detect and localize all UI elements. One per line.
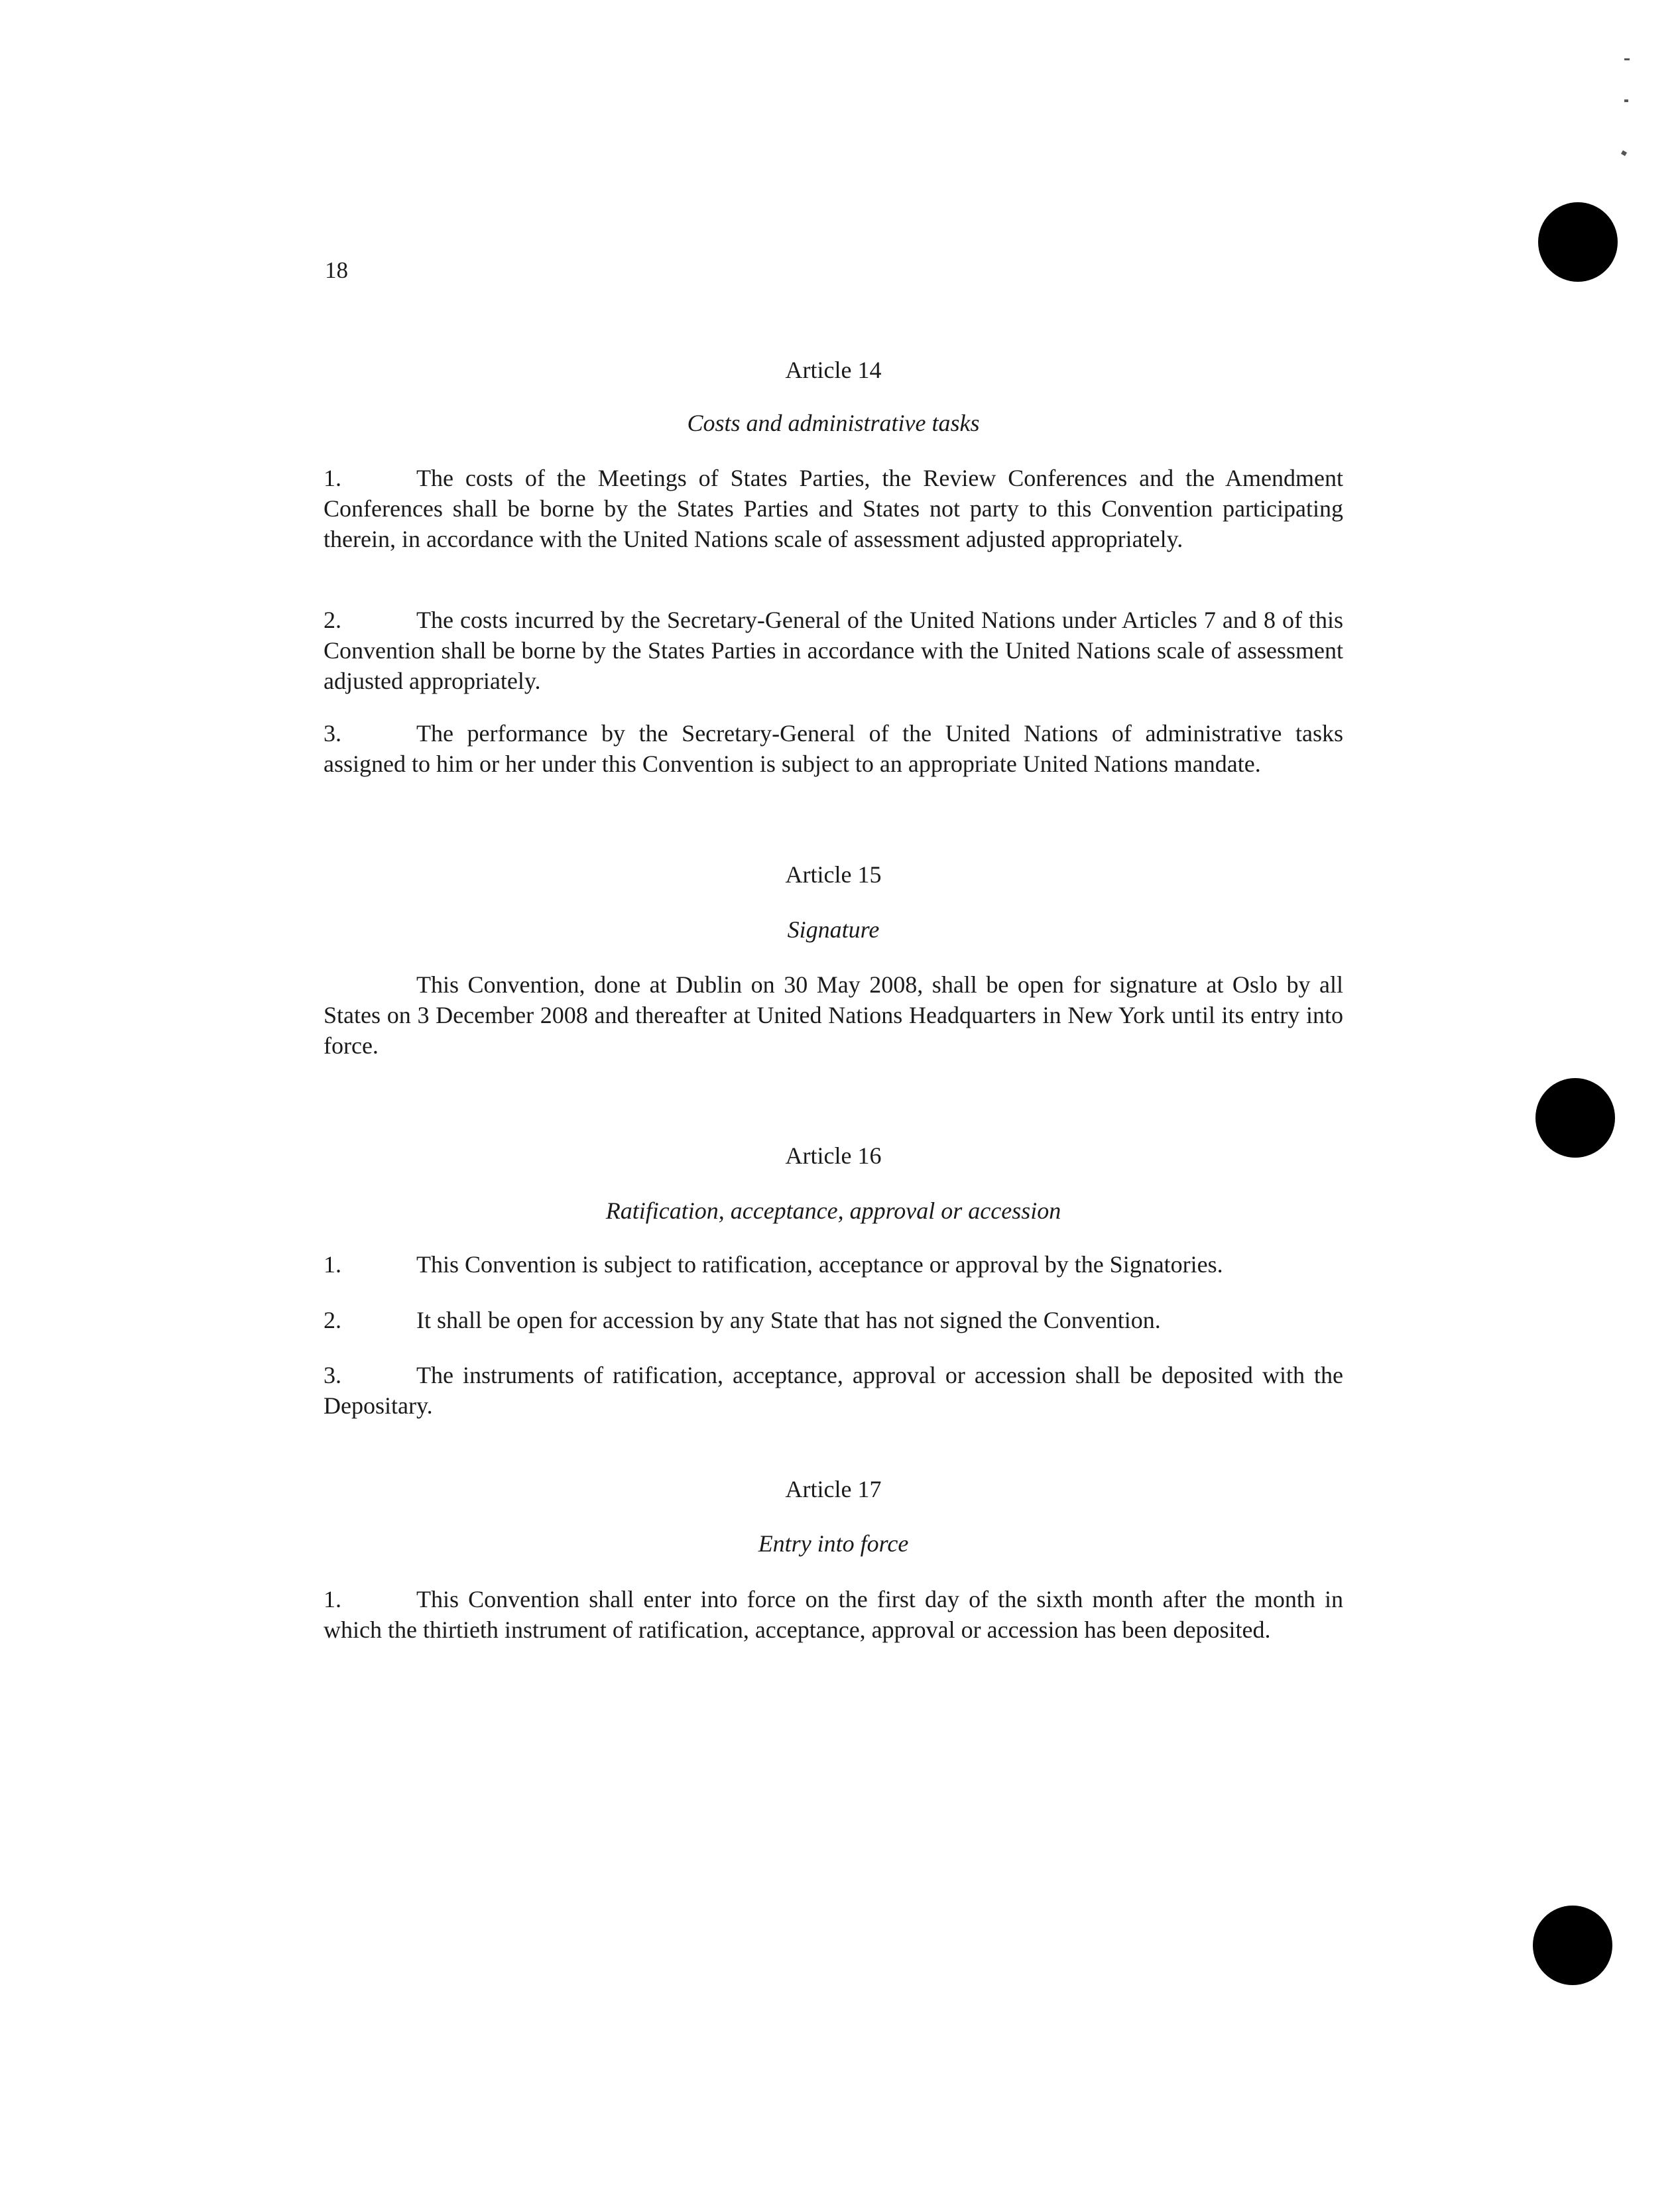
punch-hole [1538, 202, 1618, 282]
article-16-paragraph-3 [324, 1360, 1343, 1421]
page-number: 18 [325, 257, 348, 283]
paragraph-number: 2. [324, 1307, 341, 1333]
paragraph-number: 3. [324, 720, 341, 747]
paragraph-text: This Convention shall enter into force on the first day of the sixth month after the month in which the thirtieth instrument of ratification, acceptance, approval or accession has been deposited. [324, 1586, 1343, 1643]
scan-mark [1621, 151, 1627, 156]
article-17-title: Entry into force [758, 1530, 909, 1557]
paragraph-text: The costs of the Meetings of States Parties, the Review Conferences and the Amendment Conferences shall be borne by the States Parties and States not party to this Convention participating therein, in accordance with the United Nations scale of assessment adjusted appropriately. [324, 465, 1343, 552]
paragraph-number: 3. [324, 1362, 341, 1388]
article-17-heading: Article 17 [785, 1476, 882, 1502]
paragraph-number: 1. [324, 1251, 341, 1278]
article-15-title: Signature [787, 916, 880, 943]
paragraph-number: 2. [324, 607, 341, 633]
paragraph-number: 1. [324, 1586, 341, 1612]
article-14-paragraph-1 [324, 463, 1343, 554]
article-14-heading: Article 14 [785, 357, 882, 383]
paragraph-text: The costs incurred by the Secretary-General of the United Nations under Articles 7 and 8 of this Convention shall be borne by the States Parties in accordance with the United Nations scale of assessment adjusted appropriately. [324, 607, 1343, 694]
scan-mark [1624, 99, 1628, 102]
article-16-paragraph-2 [324, 1305, 1343, 1335]
article-15-paragraph: This Convention, done at Dublin on 30 May 2008, shall be open for signature at Oslo by all States on 3 December 2008 and thereafter at United Nations Headquarters in New York until its entry into force. [324, 971, 1343, 1059]
article-15-heading: Article 15 [785, 861, 882, 888]
paragraph-text: It shall be open for accession by any State that has not signed the Convention. [416, 1307, 1161, 1333]
paragraph-text: The performance by the Secretary-General of the United Nations of administrative tasks assigned to him or her under this Convention is subject to an appropriate United Nations mandate. [324, 720, 1343, 777]
article-16-paragraph-1 [324, 1249, 1343, 1280]
paragraph-text: This Convention is subject to ratification, acceptance or approval by the Signatories. [416, 1251, 1223, 1278]
article-14-paragraph-3 [324, 718, 1343, 779]
article-16-title: Ratification, acceptance, approval or accession [605, 1197, 1061, 1224]
article-14-paragraph-2 [324, 605, 1343, 696]
article-14-title: Costs and administrative tasks [687, 410, 980, 436]
article-16-heading: Article 16 [785, 1142, 882, 1169]
scan-mark [1624, 58, 1630, 60]
paragraph-number: 1. [324, 465, 341, 491]
article-17-paragraph-1 [324, 1584, 1343, 1645]
punch-hole [1533, 1906, 1612, 1985]
paragraph-text: The instruments of ratification, acceptance, approval or accession shall be deposited with the Depositary. [324, 1362, 1343, 1419]
punch-hole [1535, 1078, 1615, 1158]
